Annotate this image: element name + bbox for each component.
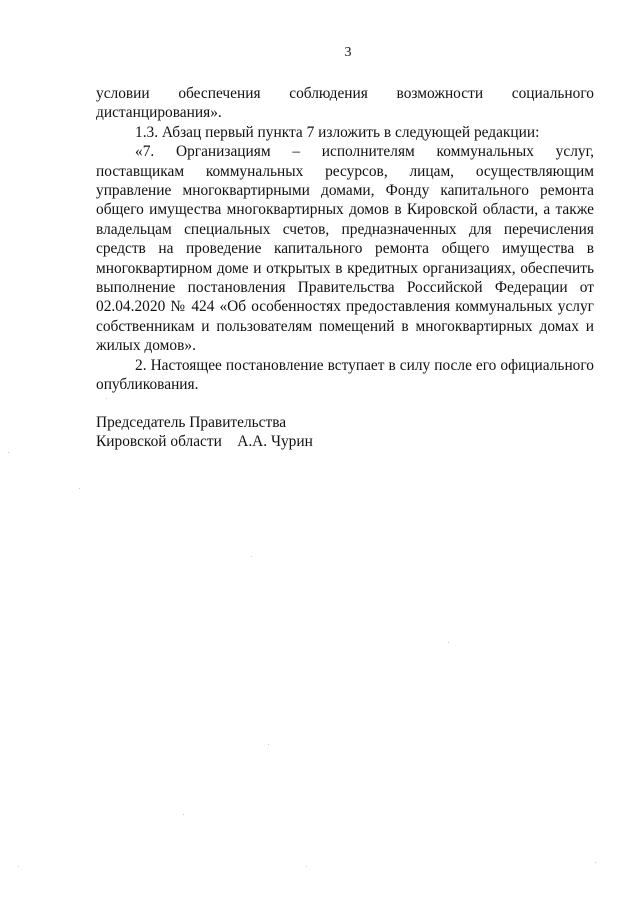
signature-block [96, 413, 313, 452]
scan-speck [18, 866, 19, 867]
paragraph-amendment-heading: 1.3. Абзац первый пункта 7 изложить в следующей редакции: [135, 123, 540, 141]
scan-speck [595, 862, 596, 863]
signatory-region-and-name: Кировской области А.А. Чурин [96, 433, 313, 451]
scan-speck [183, 814, 184, 815]
scan-speck [268, 744, 269, 745]
scan-speck [448, 642, 449, 643]
paragraph-continuation-line: условии обеспечения соблюдения возможности социального [96, 85, 594, 102]
scan-speck [251, 556, 252, 557]
page-number: 3 [344, 45, 352, 60]
scan-speck [306, 866, 307, 867]
paragraph-amendment-text: «7. Организациям – исполнителям коммунальных услуг, поставщикам коммунальных ресурсов, лицам, осуществляющим управление многоквартирными домами, Фонду капитального ремонта общего имущества многоквартирных домов в Кировской области, а также владельцам специальных счетов, предназначенных для перечисления средств на проведение капитального ремонта общего имущества в многоквартирном доме и открытых в кредитных организациях, обеспечить выполнение постановления Правительства Российской Федерации от 02.04.2020 № 424 «Об особенностях предоставления коммунальных услуг собственникам и пользователям помещений в многоквартирных домах и жилых домов». [96, 143, 594, 355]
signatory-title: Председатель Правительства [96, 414, 287, 431]
scan-speck [79, 488, 80, 489]
scan-speck [8, 452, 9, 453]
scan-speck [106, 398, 107, 399]
paragraph-continuation-end: дистанцирования». [96, 104, 222, 122]
paragraph-effective-date: 2. Настоящее постановление вступает в силу после его официального опубликования. [96, 356, 594, 394]
document-body [96, 84, 594, 395]
